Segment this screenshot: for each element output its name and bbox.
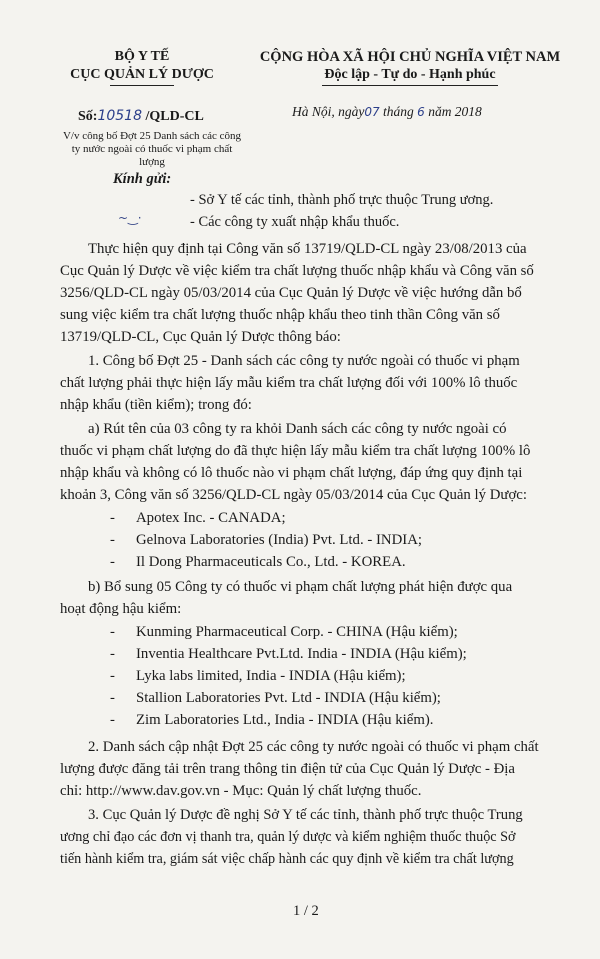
list-item: - Stallion Laboratories Pvt. Ltd - INDIA (Hậu kiểm); [110,690,441,706]
page-number: 1 / 2 [293,903,319,919]
national-motto: Độc lập - Tự do - Hạnh phúc [324,67,496,82]
agency-name: CỤC QUẢN LÝ DƯỢC [70,67,214,82]
motto-underline [322,85,498,86]
item1a-line-3: nhập khẩu và không có lô thuốc nào vi phạm chất lượng, đáp ứng quy định tại [60,465,523,481]
item3-line-1: 3. Cục Quản lý Dược đề nghị Sở Y tế các tỉnh, thành phố trực thuộc Trung [88,807,523,823]
item3-line-3: tiến hành kiểm tra, giám sát việc chấp hành các quy định về kiểm tra chất lượng [60,851,514,867]
item1a-line-4: khoản 3, Công văn số 3256/QLD-CL ngày 05/03/2014 của Cục Quản lý Dược: [60,487,527,503]
intro-line-1: Thực hiện quy định tại Công văn số 13719/QLD-CL ngày 23/08/2013 của [88,241,527,257]
removed-company-2: Gelnova Laboratories (India) Pvt. Ltd. - INDIA; [136,532,422,548]
intro-line-3: 3256/QLD-CL ngày 05/03/2014 của Cục Quản lý Dược về việc hướng dẫn bổ [60,285,522,301]
removed-company-3: Il Dong Pharmaceuticals Co., Ltd. - KOREA. [136,554,406,570]
handwritten-mark: ~‿· [118,211,142,225]
date-year: năm 2018 [428,104,482,119]
nation-header [250,48,570,86]
list-item: - Kunming Pharmaceutical Corp. - CHINA (Hậu kiểm); [110,624,458,640]
nation-name: CỘNG HÒA XÃ HỘI CHỦ NGHĨA VIỆT NAM [259,49,561,65]
item1a-line-1: a) Rút tên của 03 công ty ra khỏi Danh sách các công ty nước ngoài có [88,421,507,437]
list-item: - Il Dong Pharmaceuticals Co., Ltd. - KOREA. [110,554,406,570]
list-item: - Lyka labs limited, India - INDIA (Hậu kiểm); [110,668,406,684]
item1-line-2: chất lượng phải thực hiện lấy mẫu kiểm tra chất lượng đối với 100% lô thuốc [60,375,518,391]
doc-no-prefix: Số: [78,109,98,124]
item1b-line-1: b) Bổ sung 05 Công ty có thuốc vi phạm chất lượng phát hiện được qua [88,579,513,595]
list-item: - Apotex Inc. - CANADA; [110,510,286,526]
agency-underline [110,85,174,86]
date-month: 6 [417,105,425,119]
intro-line-5: 13719/QLD-CL, Cục Quản lý Dược thông báo: [60,329,341,345]
list-item: - Inventia Healthcare Pvt.Ltd. India - INDIA (Hậu kiểm); [110,646,467,662]
item3-line-2: ương chỉ đạo các đơn vị thanh tra, quản lý dược và kiểm nghiệm thuốc thuộc Sở [60,829,516,845]
item1-line-3: nhập khẩu (tiền kiểm); trong đó: [60,397,252,413]
added-company-2: Inventia Healthcare Pvt.Ltd. India - INDIA (Hậu kiểm); [136,646,467,662]
doc-no-handwritten: 10518 [97,108,142,124]
recipient-1: - Sở Y tế các tỉnh, thành phố trực thuộc Trung ương. [190,192,494,208]
intro-line-4: sung việc kiểm tra chất lượng thuốc nhập khẩu theo tinh thần Công văn số [60,307,500,323]
document-subject: V/v công bố Đợt 25 Danh sách các công ty nước ngoài có thuốc vi phạm chất lượng [62,130,242,168]
intro-line-2: Cục Quản lý Dược về việc kiểm tra chất lượng thuốc nhập khẩu và Công văn số [60,263,534,279]
item1-line-1: 1. Công bố Đợt 25 - Danh sách các công ty nước ngoài có thuốc vi phạm [88,353,520,369]
recipient-2: - Các công ty xuất nhập khẩu thuốc. [190,214,400,230]
date-day: 07 [364,105,380,119]
list-item: - Gelnova Laboratories (India) Pvt. Ltd. - INDIA; [110,532,422,548]
added-company-3: Lyka labs limited, India - INDIA (Hậu kiểm); [136,668,406,684]
date-prefix: Hà Nội, ngày [292,104,365,119]
item1a-line-2: thuốc vi phạm chất lượng do đã thực hiện lấy mẫu kiểm tra chất lượng 100% lô [60,443,531,459]
agency-header [62,48,222,86]
item2-line-2: lượng được đăng tải trên trang thông tin điện tử của Cục Quản lý Dược - Địa [60,761,515,777]
list-item: - Zim Laboratories Ltd., India - INDIA (Hậu kiểm). [110,712,434,728]
ministry-name: BỘ Y TẾ [114,49,170,64]
document-number [78,108,204,125]
item2-line-1: 2. Danh sách cập nhật Đợt 25 các công ty nước ngoài có thuốc vi phạm chất [88,739,539,755]
greeting: Kính gửi: [113,171,172,187]
doc-no-suffix: /QLD-CL [145,109,204,124]
added-company-5: Zim Laboratories Ltd., India - INDIA (Hậu kiểm). [136,712,434,728]
removed-company-1: Apotex Inc. - CANADA; [136,510,286,526]
item2-line-3: chỉ: http://www.dav.gov.vn - Mục: Quản lý chất lượng thuốc. [60,783,422,799]
date-month-label: tháng [383,104,414,119]
date-line [292,104,482,120]
added-company-4: Stallion Laboratories Pvt. Ltd - INDIA (Hậu kiểm); [136,690,441,706]
added-company-1: Kunming Pharmaceutical Corp. - CHINA (Hậu kiểm); [136,624,458,640]
item1b-line-2: hoạt động hậu kiểm: [60,601,182,617]
